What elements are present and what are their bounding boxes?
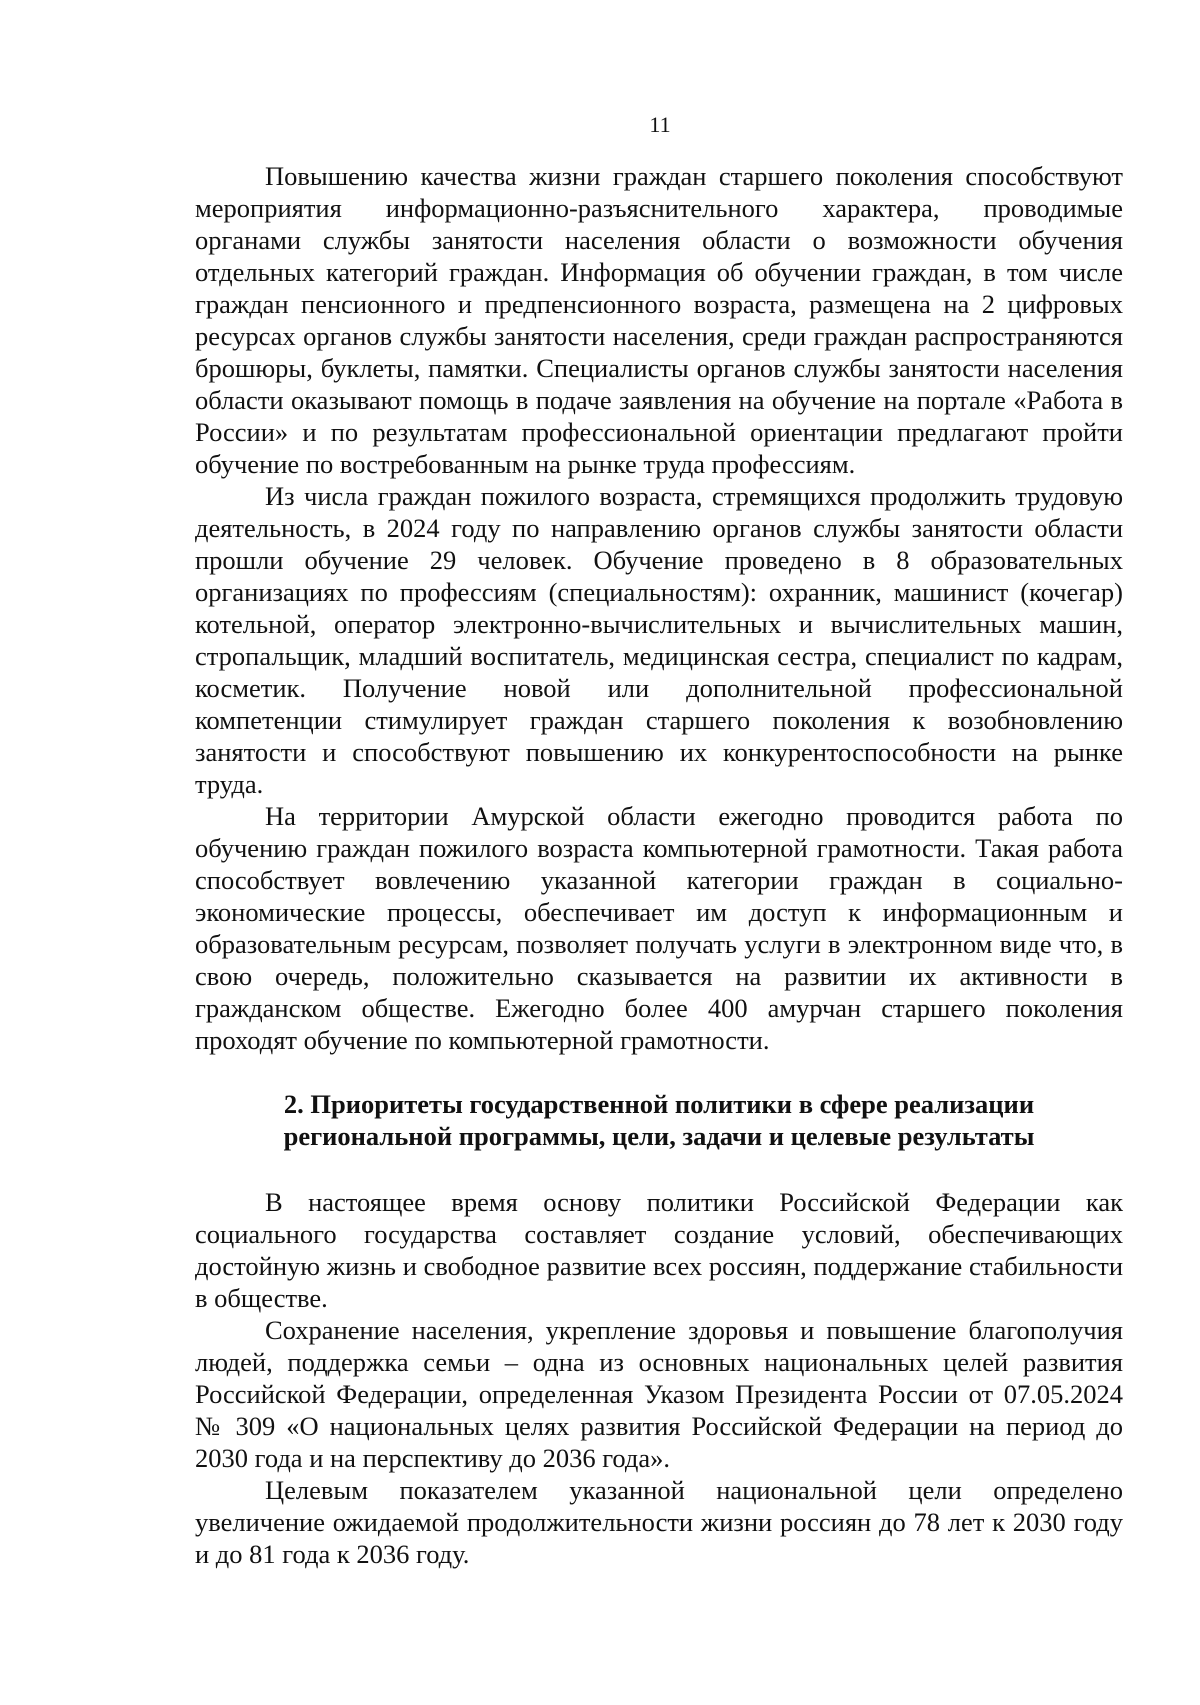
section-heading-line-2: региональной программы, цели, задачи и целевые результаты [283,1121,1035,1151]
paragraph-national-goals: Сохранение населения, укрепление здоровья и повышение благополучия людей, поддержка семьи – одна из основных национальных целей развития Российской Федерации, определенная Указом Президента России от 07.05.2024 № 309 «О национальных целях развития Российской Федерации на период до 2030 года и на перспективу до 2036 года». [195,1315,1123,1473]
document-body [195,160,1123,1570]
paragraph-employment-info: Повышению качества жизни граждан старшего поколения способствуют мероприятия информационно-разъяснительного характера, проводимые органами службы занятости населения области о возможности обучения отдельных категорий граждан. Информация об обучении граждан, в том числе граждан пенсионного и предпенсионного возраста, размещена на 2 цифровых ресурсах органов службы занятости населения, среди граждан распространяются брошюры, буклеты, памятки. Специалисты органов службы занятости населения области оказывают помощь в подаче заявления на обучение на портале «Работа в России» и по результатам профессиональной ориентации предлагают пройти обучение по востребованным на рынке труда профессиям. [195,161,1123,479]
page-number: 11 [649,112,671,137]
paragraph-target-indicator: Целевым показателем указанной национальной цели определено увеличение ожидаемой продолжительности жизни россиян до 78 лет к 2030 году и до 81 года к 2036 году. [195,1475,1123,1569]
paragraph-training-results: Из числа граждан пожилого возраста, стремящихся продолжить трудовую деятельность, в 2024 году по направлению органов службы занятости области прошли обучение 29 человек. Обучение проведено в 8 образовательных организациях по профессиям (специальностям): охранник, машинист (кочегар) котельной, оператор электронно-вычислительных и вычислительных машин, стропальщик, младший воспитатель, медицинская сестра, специалист по кадрам, косметик. Получение новой или дополнительной профессиональной компетенции стимулирует граждан старшего поколения к возобновлению занятости и способствуют повышению их конкурентоспособности на рынке труда. [195,481,1123,799]
paragraph-state-policy: В настоящее время основу политики Российской Федерации как социального государства составляет создание условий, обеспечивающих достойную жизнь и свободное развитие всех россиян, поддержание стабильности в обществе. [195,1187,1123,1313]
section-heading-line-1: 2. Приоритеты государственной политики в сфере реализации [283,1089,1035,1119]
paragraph-computer-literacy: На территории Амурской области ежегодно проводится работа по обучению граждан пожилого возраста компьютерной грамотности. Такая работа способствует вовлечению указанной категории граждан в социально-экономические процессы, обеспечивает им доступ к информационным и образовательным ресурсам, позволяет получать услуги в электронном виде что, в свою очередь, положительно сказывается на развитии их активности в гражданском обществе. Ежегодно более 400 амурчан старшего поколения проходят обучение по компьютерной грамотности. [195,801,1123,1055]
section-heading [195,1088,1123,1152]
